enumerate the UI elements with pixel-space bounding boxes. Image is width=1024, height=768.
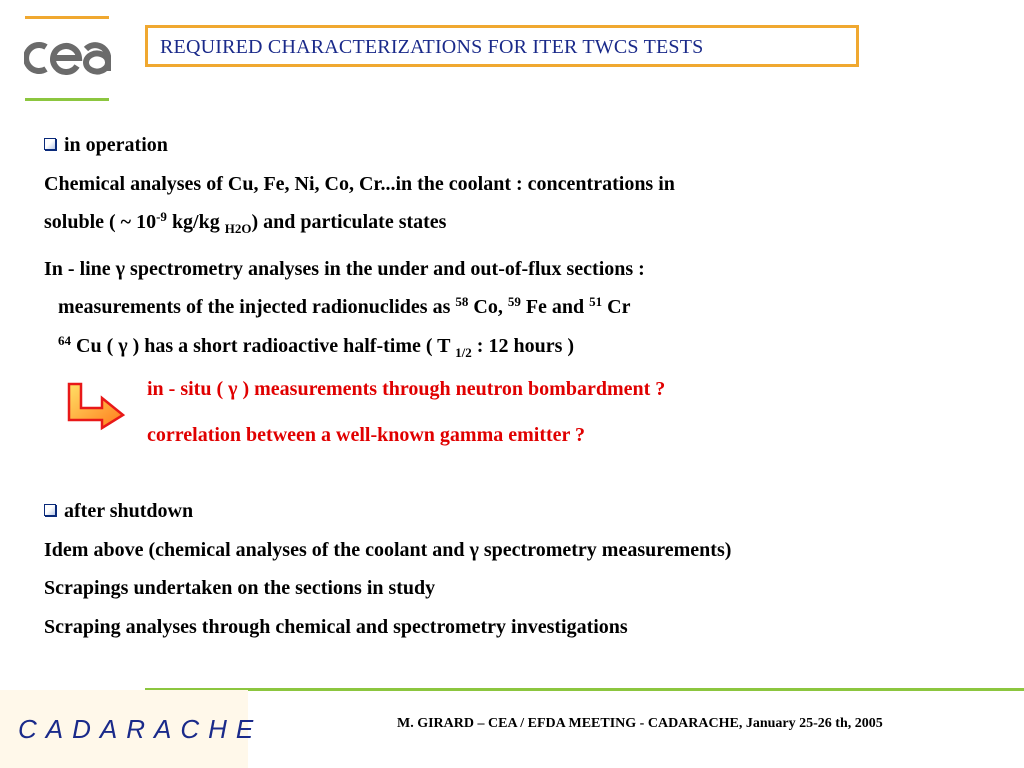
logo-bottom-bar — [25, 98, 109, 101]
logo-top-bar — [25, 16, 109, 19]
arrow-icon — [64, 380, 128, 432]
section2-heading: after shutdown — [44, 500, 193, 523]
slide-title: REQUIRED CHARACTERIZATIONS FOR ITER TWCS TESTS — [145, 25, 859, 67]
red-line2: correlation between a well-known gamma emitter ? — [147, 424, 586, 446]
section1-line4: measurements of the injected radionuclides as $^{58}$ Co, $^{59}$ Fe and $^{51}$ Cr — [58, 294, 631, 318]
checkbox-bullet-icon — [44, 138, 56, 150]
footer-text: M. GIRARD – CEA / EFDA MEETING - CADARACHE, January 25-26 th, 2005 — [397, 716, 883, 731]
section2-line3: Scraping analyses through chemical and spectrometry investigations — [44, 616, 628, 638]
cea-logo — [24, 38, 112, 78]
section1-line5: $^{64}$ Cu ( γ ) has a short radioactive half-time ( T $_{1/2}$ : 12 hours ) — [58, 333, 575, 360]
section2-line2: Scrapings undertaken on the sections in study — [44, 577, 436, 599]
red-line1: in - situ ( γ ) measurements through neutron bombardment ? — [147, 378, 666, 400]
section1-line1: Chemical analyses of Cu, Fe, Ni, Co, Cr...in the coolant : concentrations in — [44, 173, 675, 195]
section1-line3: In - line γ spectrometry analyses in the under and out-of-flux sections : — [44, 258, 645, 280]
section1-line2: soluble ( ~ $10^{-9}$ kg/kg $_{H2O}$) and particulate states — [44, 209, 447, 236]
footer-rule — [145, 688, 1024, 691]
section1-heading: in operation — [44, 134, 168, 157]
section2-line1: Idem above (chemical analyses of the coolant and γ spectrometry measurements) — [44, 539, 732, 561]
cadarache-logo: CADARACHE — [18, 714, 263, 744]
checkbox-bullet-icon — [44, 504, 56, 516]
